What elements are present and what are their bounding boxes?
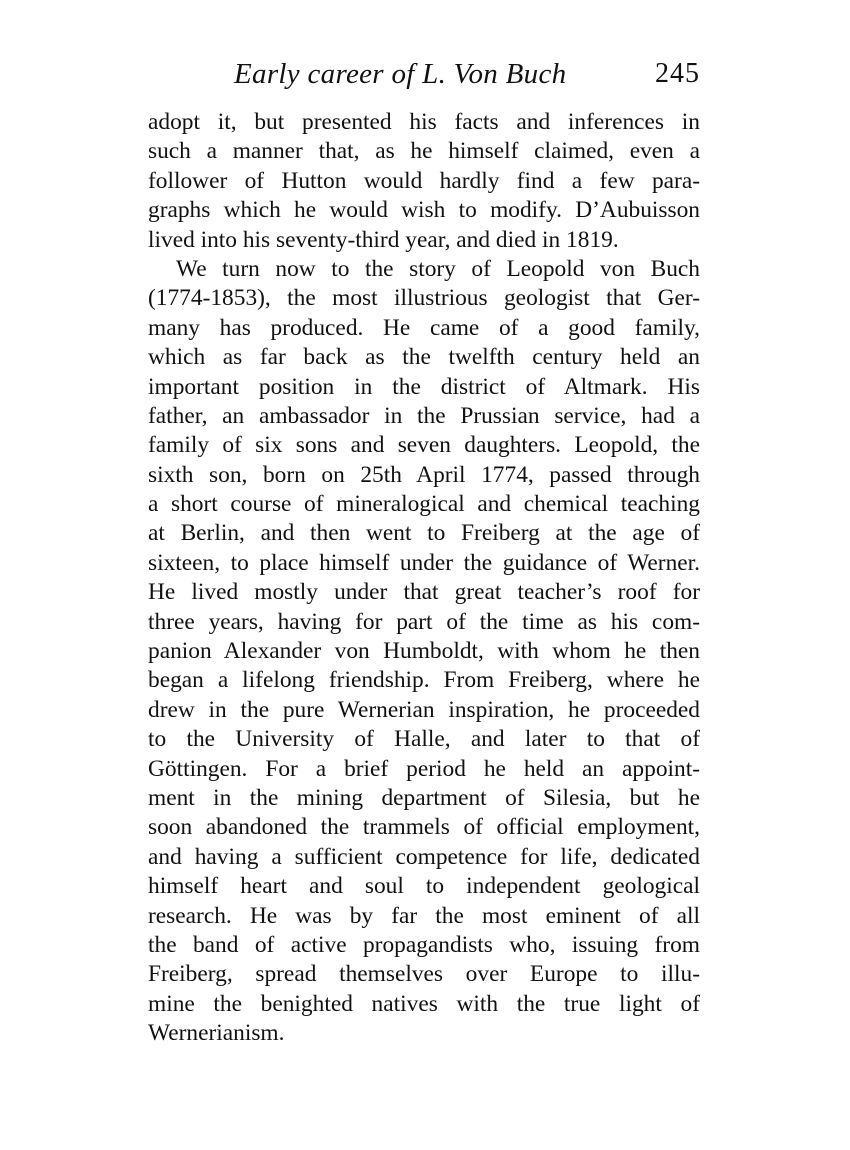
text-line: (1774-1853), the most illustrious geologist that Ger-: [148, 285, 700, 312]
paragraph-2: [148, 255, 700, 1049]
text-line: many has produced. He came of a good family,: [148, 314, 700, 341]
text-line: lived into his seventy-third year, and died in 1819.: [148, 226, 619, 253]
text-line: ment in the mining department of Silesia, but he: [148, 784, 700, 811]
text-line: drew in the pure Wernerian inspiration, he proceeded: [148, 696, 700, 723]
text-line: to the University of Halle, and later to that of: [148, 726, 700, 753]
text-line: Freiberg, spread themselves over Europe to illu-: [148, 961, 700, 988]
text-line: such a manner that, as he himself claimed, even a: [148, 138, 700, 165]
text-line: soon abandoned the trammels of official employment,: [148, 814, 700, 841]
text-line: a short course of mineralogical and chemical teaching: [148, 491, 700, 518]
text-line: Wernerianism.: [148, 1020, 285, 1047]
text-line: three years, having for part of the time as his com-: [148, 608, 700, 635]
text-line: the band of active propagandists who, issuing from: [148, 931, 700, 958]
text-line: We turn now to the story of Leopold von Buch: [176, 255, 700, 282]
text-line: panion Alexander von Humboldt, with whom he then: [148, 638, 700, 665]
body-text: [148, 108, 700, 1049]
text-line: family of six sons and seven daughters. Leopold, the: [148, 432, 700, 459]
text-line: sixth son, born on 25th April 1774, passed through: [148, 461, 700, 488]
text-line: graphs which he would wish to modify. D’Aubuisson: [148, 197, 700, 224]
text-line: began a lifelong friendship. From Freiberg, where he: [148, 667, 700, 694]
paragraph-1: [148, 108, 700, 255]
text-line: important position in the district of Altmark. His: [148, 373, 700, 400]
text-line: himself heart and soul to independent geological: [148, 873, 700, 900]
page-number: 245: [655, 58, 700, 89]
text-line: which as far back as the twelfth century held an: [148, 344, 700, 371]
text-line: research. He was by far the most eminent of all: [148, 902, 700, 929]
text-line: father, an ambassador in the Prussian service, had a: [148, 402, 700, 429]
text-line: follower of Hutton would hardly find a few para-: [148, 167, 700, 194]
text-line: adopt it, but presented his facts and inferences in: [148, 109, 700, 135]
running-title: Early career of L. Von Buch: [234, 58, 567, 90]
text-line: He lived mostly under that great teacher’s roof for: [148, 579, 700, 606]
text-line: at Berlin, and then went to Freiberg at the age of: [148, 520, 700, 547]
text-line: and having a sufficient competence for life, dedicated: [148, 843, 700, 870]
text-line: Göttingen. For a brief period he held an appoint-: [148, 755, 700, 782]
text-line: mine the benighted natives with the true light of: [148, 990, 700, 1017]
running-head: [150, 58, 700, 98]
text-line: sixteen, to place himself under the guidance of Werner.: [148, 549, 700, 576]
